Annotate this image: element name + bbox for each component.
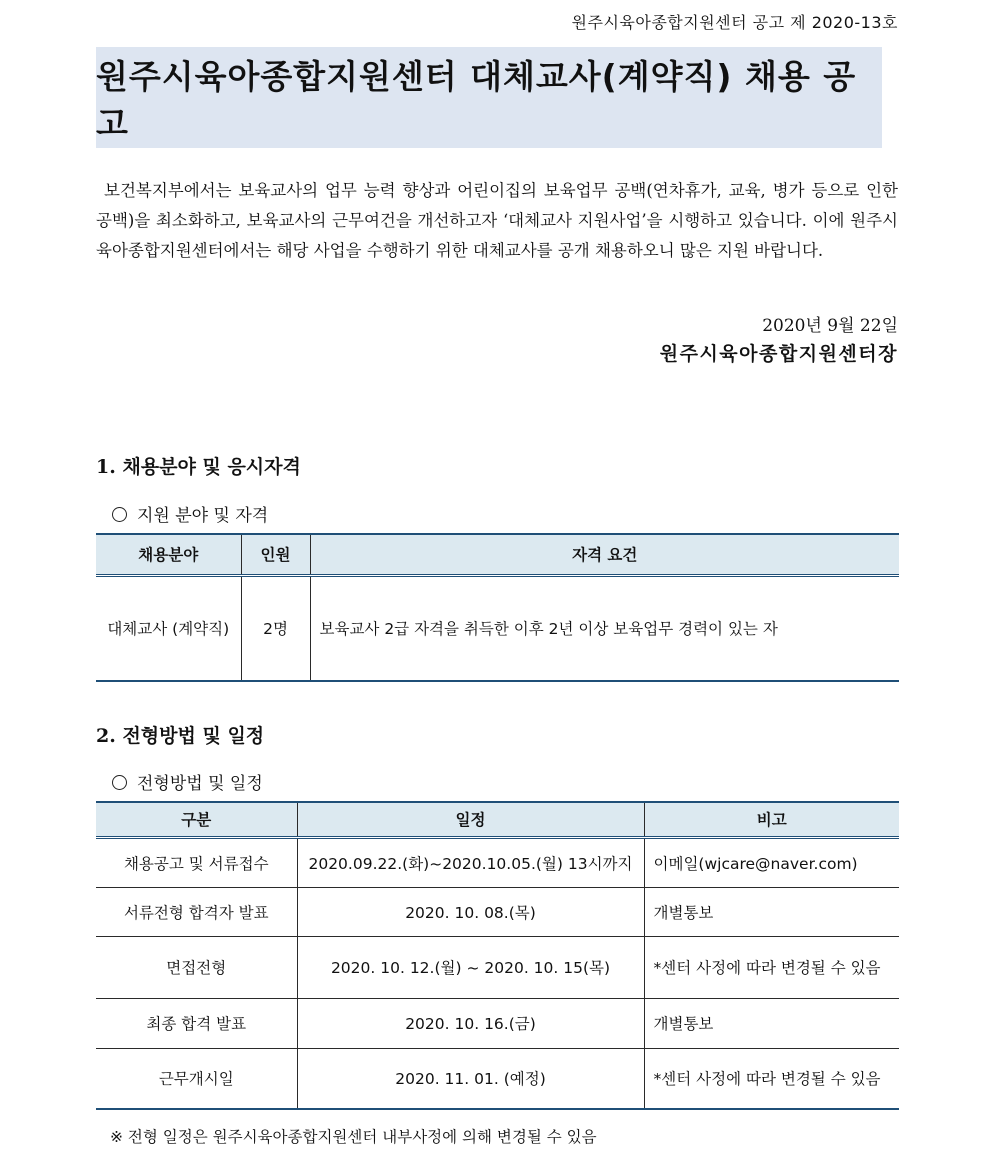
cell-remark: 개별통보 — [644, 998, 899, 1048]
schedule-table — [96, 801, 899, 1110]
cell-field: 대체교사 (계약직) — [96, 575, 241, 681]
cell-schedule: 2020. 11. 01. (예정) — [297, 1048, 644, 1109]
cell-schedule: 2020. 10. 12.(월) ~ 2020. 10. 15(목) — [297, 936, 644, 998]
page-title: 원주시육아종합지원센터 대체교사(계약직) 채용 공고 — [96, 56, 857, 143]
header-field: 채용분야 — [96, 534, 241, 575]
section2-title: 2. 전형방법 및 일정 — [96, 725, 265, 747]
circle-bullet-icon — [112, 507, 127, 522]
header-requirement: 자격 요건 — [310, 534, 899, 575]
qualification-table — [96, 533, 899, 682]
cell-requirement: 보육교사 2급 자격을 취득한 이후 2년 이상 보육업무 경력이 있는 자 — [310, 575, 899, 681]
header-count: 인원 — [241, 534, 310, 575]
cell-remark: *센터 사정에 따라 변경될 수 있음 — [644, 1048, 899, 1109]
section1-subtitle-text: 지원 분야 및 자격 — [137, 506, 269, 526]
table-row — [96, 1048, 899, 1109]
section1-subtitle — [112, 501, 268, 526]
header-schedule: 일정 — [297, 802, 644, 837]
table-row — [96, 936, 899, 998]
section2-subtitle-text: 전형방법 및 일정 — [137, 774, 263, 794]
cell-count: 2명 — [241, 575, 310, 681]
header-category: 구분 — [96, 802, 297, 837]
cell-schedule: 2020. 10. 16.(금) — [297, 998, 644, 1048]
table-row — [96, 998, 899, 1048]
cell-schedule: 2020.09.22.(화)~2020.10.05.(월) 13시까지 — [297, 837, 644, 887]
header-remark: 비고 — [644, 802, 899, 837]
announcement-date: 2020년 9월 22일 — [762, 316, 898, 336]
table-row — [96, 575, 899, 681]
table-header-row — [96, 802, 899, 837]
cell-category: 최종 합격 발표 — [96, 998, 297, 1048]
table-row — [96, 837, 899, 887]
table-header-row — [96, 534, 899, 575]
cell-remark: *센터 사정에 따라 변경될 수 있음 — [644, 936, 899, 998]
cell-remark: 개별통보 — [644, 887, 899, 936]
notice-number: 원주시육아종합지원센터 공고 제 2020-13호 — [571, 13, 898, 32]
cell-schedule: 2020. 10. 08.(목) — [297, 887, 644, 936]
table-row — [96, 887, 899, 936]
section2-subtitle — [112, 769, 263, 794]
cell-category: 면접전형 — [96, 936, 297, 998]
intro-paragraph: 보건복지부에서는 보육교사의 업무 능력 향상과 어린이집의 보육업무 공백(연차휴가, 교육, 병가 등으로 인한 공백)을 최소화하고, 보육교사의 근무여건을 개선하고자 ‘대체교사 지원사업’을 시행하고 있습니다. 이에 원주시육아종합지원센터에서는 해당 사업을 수행하기 위한 대체교사를 공개 채용하오니 많은 지원 바랍니다. — [96, 181, 898, 260]
cell-remark: 이메일(wjcare@naver.com) — [644, 837, 899, 887]
section1-title: 1. 채용분야 및 응시자격 — [96, 456, 301, 478]
schedule-note: ※ 전형 일정은 원주시육아종합지원센터 내부사정에 의해 변경될 수 있음 — [110, 1128, 597, 1146]
cell-category: 근무개시일 — [96, 1048, 297, 1109]
circle-bullet-icon — [112, 775, 127, 790]
organization-name: 원주시육아종합지원센터장 — [659, 343, 898, 365]
title-banner — [96, 47, 882, 148]
cell-category: 서류전형 합격자 발표 — [96, 887, 297, 936]
cell-category: 채용공고 및 서류접수 — [96, 837, 297, 887]
